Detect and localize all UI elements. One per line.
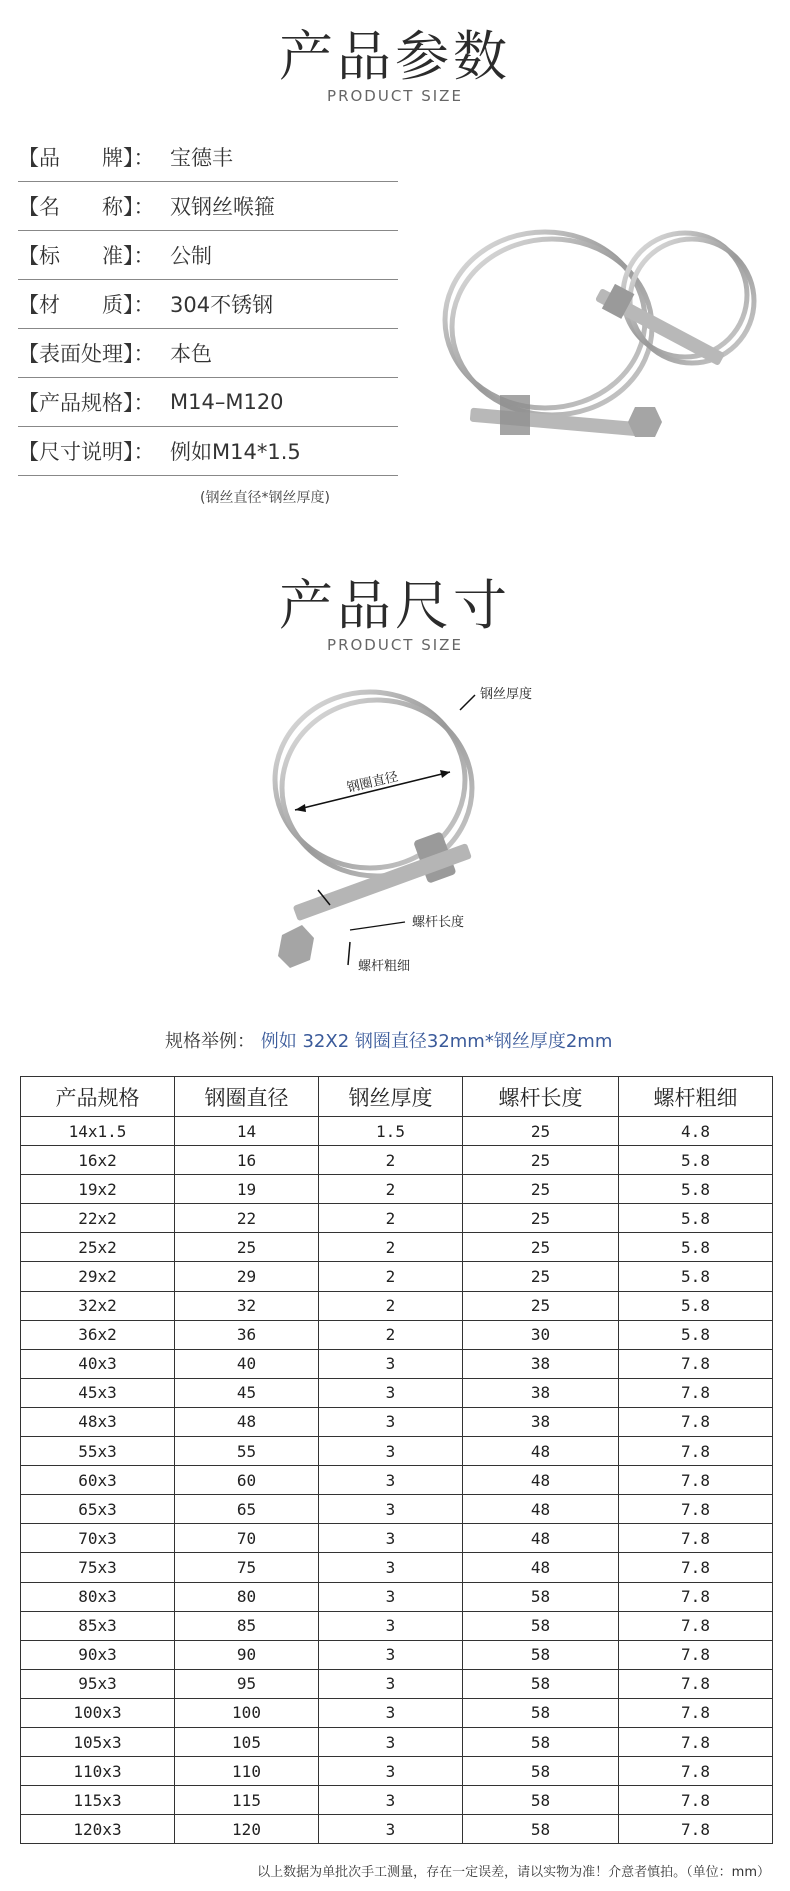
table-cell: 4.8 <box>619 1117 773 1146</box>
table-cell: 7.8 <box>619 1815 773 1844</box>
table-row <box>21 1698 773 1727</box>
table-cell: 110 <box>175 1757 319 1786</box>
table-cell: 22x2 <box>21 1204 175 1233</box>
table-cell: 58 <box>463 1640 619 1669</box>
table-cell: 3 <box>319 1378 463 1407</box>
table-cell: 95 <box>175 1669 319 1698</box>
column-header: 螺杆粗细 <box>619 1077 773 1117</box>
param-value: 304不锈钢 <box>170 293 274 317</box>
table-cell: 25 <box>463 1146 619 1175</box>
section-title-params: 产品参数 <box>279 25 511 88</box>
table-cell: 58 <box>463 1757 619 1786</box>
table-cell: 7.8 <box>619 1466 773 1495</box>
table-cell: 85x3 <box>21 1611 175 1640</box>
table-row <box>21 1437 773 1466</box>
param-row-material <box>18 280 398 329</box>
table-cell: 58 <box>463 1786 619 1815</box>
table-cell: 2 <box>319 1320 463 1349</box>
table-row <box>21 1378 773 1407</box>
param-row-name <box>18 182 398 231</box>
table-row <box>21 1320 773 1349</box>
table-cell: 7.8 <box>619 1786 773 1815</box>
table-cell: 110x3 <box>21 1757 175 1786</box>
table-cell: 115 <box>175 1786 319 1815</box>
table-cell: 5.8 <box>619 1320 773 1349</box>
table-cell: 3 <box>319 1786 463 1815</box>
table-cell: 70x3 <box>21 1524 175 1553</box>
table-cell: 105x3 <box>21 1727 175 1756</box>
table-cell: 25 <box>175 1233 319 1262</box>
table-cell: 3 <box>319 1524 463 1553</box>
table-cell: 7.8 <box>619 1611 773 1640</box>
table-cell: 65x3 <box>21 1495 175 1524</box>
table-cell: 25 <box>463 1175 619 1204</box>
table-cell: 36x2 <box>21 1320 175 1349</box>
table-cell: 32 <box>175 1291 319 1320</box>
table-cell: 55 <box>175 1437 319 1466</box>
table-cell: 38 <box>463 1349 619 1378</box>
table-cell: 45 <box>175 1378 319 1407</box>
table-cell: 7.8 <box>619 1757 773 1786</box>
table-cell: 120x3 <box>21 1815 175 1844</box>
table-cell: 90 <box>175 1640 319 1669</box>
label-screw-thickness: 螺杆粗细 <box>358 959 411 974</box>
table-cell: 75 <box>175 1553 319 1582</box>
param-key: 【标 准】： <box>18 244 155 268</box>
label-ring-diameter: 钢圈直径 <box>345 769 400 796</box>
table-cell: 3 <box>319 1582 463 1611</box>
table-row <box>21 1146 773 1175</box>
section-subtitle-size: PRODUCT SIZE <box>327 636 463 654</box>
table-cell: 7.8 <box>619 1553 773 1582</box>
param-row-standard <box>18 231 398 280</box>
table-cell: 7.8 <box>619 1437 773 1466</box>
table-cell: 58 <box>463 1669 619 1698</box>
table-row <box>21 1204 773 1233</box>
table-cell: 3 <box>319 1349 463 1378</box>
table-cell: 5.8 <box>619 1233 773 1262</box>
spec-table <box>20 1076 773 1844</box>
table-cell: 2 <box>319 1175 463 1204</box>
table-cell: 48 <box>463 1466 619 1495</box>
table-cell: 25 <box>463 1262 619 1291</box>
label-wire-thickness: 钢丝厚度 <box>480 687 533 702</box>
table-cell: 80 <box>175 1582 319 1611</box>
table-cell: 7.8 <box>619 1727 773 1756</box>
table-cell: 7.8 <box>619 1349 773 1378</box>
table-cell: 120 <box>175 1815 319 1844</box>
column-header: 钢圈直径 <box>175 1077 319 1117</box>
table-cell: 60 <box>175 1466 319 1495</box>
table-cell: 16 <box>175 1146 319 1175</box>
table-cell: 7.8 <box>619 1524 773 1553</box>
param-key: 【表面处理】： <box>18 342 155 366</box>
table-cell: 115x3 <box>21 1786 175 1815</box>
table-row <box>21 1291 773 1320</box>
table-cell: 5.8 <box>619 1175 773 1204</box>
table-cell: 5.8 <box>619 1291 773 1320</box>
table-row <box>21 1669 773 1698</box>
table-cell: 19 <box>175 1175 319 1204</box>
table-cell: 25 <box>463 1291 619 1320</box>
param-value: 双钢丝喉箍 <box>170 195 275 219</box>
param-row-finish <box>18 329 398 378</box>
table-cell: 16x2 <box>21 1146 175 1175</box>
table-cell: 58 <box>463 1611 619 1640</box>
table-cell: 40x3 <box>21 1349 175 1378</box>
column-header: 钢丝厚度 <box>319 1077 463 1117</box>
spec-example-label: 规格举例： <box>165 1031 255 1052</box>
param-key: 【材 质】： <box>18 293 155 317</box>
table-cell: 48 <box>175 1407 319 1436</box>
table-cell: 3 <box>319 1727 463 1756</box>
table-row <box>21 1349 773 1378</box>
table-cell: 38 <box>463 1378 619 1407</box>
table-cell: 5.8 <box>619 1204 773 1233</box>
dimension-diagram <box>270 680 570 1005</box>
table-cell: 48 <box>463 1437 619 1466</box>
table-cell: 5.8 <box>619 1262 773 1291</box>
table-cell: 19x2 <box>21 1175 175 1204</box>
spec-example-value: 例如 32X2 钢圈直径32mm*钢丝厚度2mm <box>260 1031 613 1052</box>
table-cell: 7.8 <box>619 1407 773 1436</box>
table-cell: 85 <box>175 1611 319 1640</box>
size-note: (钢丝直径*钢丝厚度) <box>200 490 330 506</box>
table-cell: 7.8 <box>619 1669 773 1698</box>
table-row <box>21 1727 773 1756</box>
table-row <box>21 1553 773 1582</box>
table-row <box>21 1175 773 1204</box>
table-cell: 40 <box>175 1349 319 1378</box>
table-row <box>21 1233 773 1262</box>
table-cell: 29x2 <box>21 1262 175 1291</box>
param-row-size <box>18 427 398 476</box>
table-cell: 48 <box>463 1495 619 1524</box>
table-cell: 25 <box>463 1233 619 1262</box>
table-row <box>21 1524 773 1553</box>
table-cell: 3 <box>319 1698 463 1727</box>
table-cell: 38 <box>463 1407 619 1436</box>
table-cell: 55x3 <box>21 1437 175 1466</box>
table-cell: 3 <box>319 1437 463 1466</box>
param-value: 本色 <box>170 342 212 366</box>
table-cell: 3 <box>319 1553 463 1582</box>
table-cell: 45x3 <box>21 1378 175 1407</box>
table-cell: 2 <box>319 1262 463 1291</box>
param-key: 【名 称】： <box>18 195 155 219</box>
column-header: 螺杆长度 <box>463 1077 619 1117</box>
table-cell: 22 <box>175 1204 319 1233</box>
table-cell: 7.8 <box>619 1698 773 1727</box>
table-cell: 58 <box>463 1815 619 1844</box>
param-row-spec <box>18 378 398 427</box>
param-value: 公制 <box>170 244 212 268</box>
table-cell: 48 <box>463 1524 619 1553</box>
table-row <box>21 1466 773 1495</box>
table-row <box>21 1117 773 1146</box>
table-row <box>21 1407 773 1436</box>
table-cell: 70 <box>175 1524 319 1553</box>
footer-disclaimer: 以上数据为单批次手工测量，存在一定误差，请以实物为准！介意者慎拍。（单位：mm） <box>257 1865 770 1880</box>
table-cell: 1.5 <box>319 1117 463 1146</box>
table-cell: 100 <box>175 1698 319 1727</box>
table-cell: 3 <box>319 1495 463 1524</box>
table-cell: 100x3 <box>21 1698 175 1727</box>
table-cell: 58 <box>463 1698 619 1727</box>
param-value: M14–M120 <box>170 390 284 414</box>
table-cell: 2 <box>319 1146 463 1175</box>
table-cell: 58 <box>463 1727 619 1756</box>
table-cell: 60x3 <box>21 1466 175 1495</box>
table-cell: 48 <box>463 1553 619 1582</box>
table-cell: 2 <box>319 1233 463 1262</box>
table-row <box>21 1611 773 1640</box>
param-row-brand <box>18 133 398 182</box>
table-cell: 25x2 <box>21 1233 175 1262</box>
table-cell: 2 <box>319 1204 463 1233</box>
product-photo-clamps <box>440 215 770 475</box>
table-row <box>21 1815 773 1844</box>
label-screw-length: 螺杆长度 <box>412 915 465 930</box>
table-cell: 3 <box>319 1757 463 1786</box>
table-cell: 58 <box>463 1582 619 1611</box>
table-cell: 14x1.5 <box>21 1117 175 1146</box>
table-cell: 3 <box>319 1466 463 1495</box>
table-row <box>21 1582 773 1611</box>
table-cell: 7.8 <box>619 1582 773 1611</box>
table-cell: 95x3 <box>21 1669 175 1698</box>
param-key: 【产品规格】： <box>18 391 155 415</box>
table-cell: 36 <box>175 1320 319 1349</box>
table-cell: 3 <box>319 1669 463 1698</box>
table-row <box>21 1495 773 1524</box>
table-cell: 48x3 <box>21 1407 175 1436</box>
table-row <box>21 1262 773 1291</box>
param-value: 宝德丰 <box>170 146 233 170</box>
table-cell: 29 <box>175 1262 319 1291</box>
table-cell: 105 <box>175 1727 319 1756</box>
table-cell: 7.8 <box>619 1495 773 1524</box>
table-cell: 25 <box>463 1117 619 1146</box>
table-cell: 90x3 <box>21 1640 175 1669</box>
table-cell: 7.8 <box>619 1378 773 1407</box>
table-row <box>21 1786 773 1815</box>
table-row <box>21 1757 773 1786</box>
table-row <box>21 1640 773 1669</box>
table-cell: 65 <box>175 1495 319 1524</box>
table-cell: 3 <box>319 1640 463 1669</box>
table-cell: 25 <box>463 1204 619 1233</box>
table-cell: 75x3 <box>21 1553 175 1582</box>
param-key: 【品 牌】： <box>18 146 155 170</box>
table-cell: 5.8 <box>619 1146 773 1175</box>
spec-example <box>165 1027 612 1053</box>
table-cell: 80x3 <box>21 1582 175 1611</box>
table-header-row <box>21 1077 773 1117</box>
table-cell: 32x2 <box>21 1291 175 1320</box>
table-cell: 3 <box>319 1407 463 1436</box>
table-cell: 7.8 <box>619 1640 773 1669</box>
table-cell: 3 <box>319 1815 463 1844</box>
table-cell: 14 <box>175 1117 319 1146</box>
section-subtitle-params: PRODUCT SIZE <box>327 87 463 105</box>
section-title-size: 产品尺寸 <box>279 574 511 637</box>
table-cell: 30 <box>463 1320 619 1349</box>
param-key: 【尺寸说明】： <box>18 440 155 464</box>
param-list <box>18 133 398 476</box>
table-cell: 3 <box>319 1611 463 1640</box>
param-value: 例如M14*1.5 <box>170 440 301 464</box>
column-header: 产品规格 <box>21 1077 175 1117</box>
table-cell: 2 <box>319 1291 463 1320</box>
